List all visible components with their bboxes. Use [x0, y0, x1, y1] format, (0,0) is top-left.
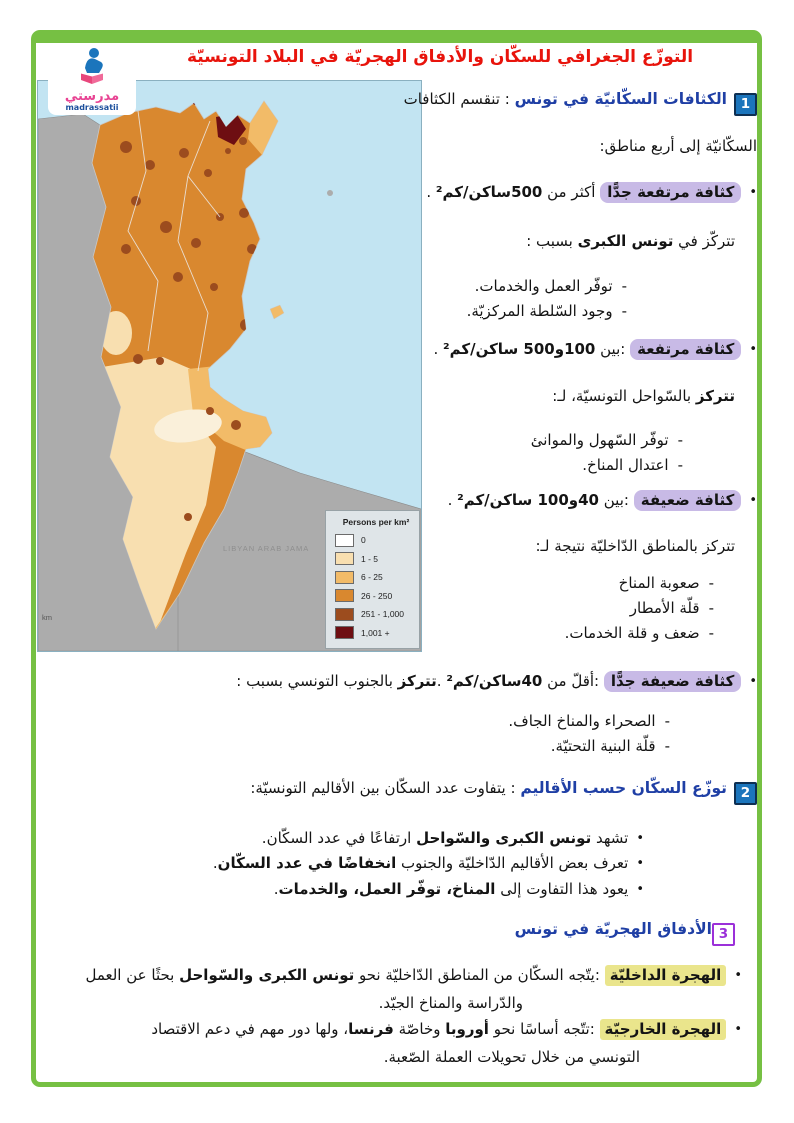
legend-swatch [335, 626, 354, 639]
migration-item-external-line2: التونسي من خلال تحويلات العملة الصّعبة. [383, 1048, 640, 1066]
dash-marker: - [708, 599, 714, 617]
section3-number-badge: 3 [712, 923, 735, 946]
legend-label: 26 - 250 [361, 590, 393, 601]
dash-marker: - [708, 624, 714, 642]
text-run: 40و100 ساكن/كم² [457, 491, 599, 509]
text-run: تتركز بالمناطق الدّاخليّة نتيجة لـ: [535, 537, 735, 555]
dash-marker: - [708, 574, 714, 592]
page-title: التوزّع الجغرافي للسكّان والأدفاق الهجريّة في البلاد التونسيّة [186, 47, 694, 67]
text-run: أوروبا [445, 1020, 489, 1038]
section1-number-badge: 1 [734, 93, 757, 116]
migration-item-external [151, 1020, 742, 1038]
neighbor-country-label: LIBYAN ARAB JAMA [223, 544, 310, 553]
text-run: فرنسا [348, 1020, 394, 1038]
legend-label: 1 - 5 [361, 553, 379, 564]
dash-marker: - [621, 277, 627, 295]
section1-intro-line2: السكّانيّة إلى أربع مناطق: [599, 137, 757, 155]
text-run: 500ساكن/كم² [435, 183, 543, 201]
logo-arabic-text: مدرستي [64, 89, 120, 104]
legend-row [335, 568, 419, 587]
legend-rows [335, 531, 419, 642]
region-item [213, 854, 644, 872]
migration-item-internal-line2: والدّراسة والمناخ الجيّد. [378, 994, 523, 1012]
text-run: كثافة ضعيفة جدًّا [604, 671, 741, 692]
dash-marker: - [621, 302, 627, 320]
map-legend [325, 510, 420, 649]
section1-title: الكثافات السكّانيّة في تونس [514, 90, 727, 108]
text-run: :يتّجه السكّان من المناطق الدّاخليّة نحو [354, 966, 605, 984]
text-run: . [436, 672, 447, 690]
text-run: تشهد [591, 829, 629, 847]
density-low-where [535, 537, 735, 555]
legend-title: Persons per km² [342, 517, 410, 527]
text-run: . [212, 854, 218, 872]
logo [48, 44, 136, 115]
text-run: بسبب : [526, 232, 578, 250]
sub-item: -وجود السّلطة المركزيّة. [466, 302, 627, 320]
legend-swatch [335, 534, 354, 547]
sub-item: -اعتدال المناخ. [582, 456, 683, 474]
legend-swatch [335, 608, 354, 621]
text-run: :أقلّ من [542, 672, 604, 690]
text-run: كثافة ضعيفة [634, 490, 742, 511]
bullet-marker: • [749, 185, 757, 200]
text-run: انخفاضًا في عدد السكّان [217, 854, 397, 872]
tunisia-density-map [37, 80, 422, 652]
section2-intro: : يتفاوت عدد السكّان بين الأقاليم التونسيّة: [250, 779, 521, 797]
density-high-where [552, 387, 735, 405]
text-run: المناخ، توفّر العمل، والخدمات [278, 880, 496, 898]
dash-marker: - [664, 737, 670, 755]
legend-swatch [335, 571, 354, 584]
text-run: . [273, 880, 279, 898]
text-run: ارتفاعًا في عدد السكّان. [261, 829, 417, 847]
text-run: 40ساكن/كم² [446, 672, 543, 690]
text-run: تتركز [695, 387, 735, 405]
bullet-marker: • [636, 856, 644, 871]
legend-row [335, 587, 419, 606]
migration-item-internal [85, 966, 742, 984]
text-run: . [433, 340, 444, 358]
section2-title: توزّع السكّان حسب الأقاليم [520, 779, 727, 797]
legend-swatch [335, 552, 354, 565]
bullet-marker: • [636, 831, 644, 846]
bullet-marker: • [749, 342, 757, 357]
density-very-high-where [526, 232, 735, 250]
text-run: تونس الكبرى والسّواحل [416, 829, 592, 847]
section3-heading [515, 920, 742, 946]
text-run: . [447, 491, 458, 509]
section3-title: الأدفاق الهجريّة في تونس [514, 920, 712, 938]
text-run: تونس الكبرى [577, 232, 674, 250]
legend-label: 0 [361, 535, 366, 546]
text-run: :بين [595, 340, 631, 358]
text-run: أكثر من [542, 183, 601, 201]
legend-row [335, 605, 419, 624]
bullet-marker: • [749, 674, 757, 689]
section2-number-badge: 2 [734, 782, 757, 805]
text-run: تتركز [397, 672, 437, 690]
text-run: تعرف بعض الأقاليم الدّاخليّة والجنوب [396, 854, 629, 872]
text-run: يعود هذا التفاوت إلى [495, 880, 629, 898]
sub-item: -توفّر العمل والخدمات. [474, 277, 627, 295]
legend-row [335, 624, 419, 643]
text-run: تونس الكبرى والسّواحل [179, 966, 355, 984]
text-run: . [426, 183, 436, 201]
sub-item: -الصحراء والمناخ الجاف. [508, 712, 670, 730]
legend-swatch [335, 589, 354, 602]
legend-label: 6 - 25 [361, 572, 383, 583]
section2-heading [250, 779, 757, 805]
density-item-high [434, 340, 758, 358]
text-run: 100و500 ساكن/كم² [443, 340, 596, 358]
scale-km-label: km [42, 613, 52, 622]
text-run: الهجرة الداخليّة [605, 965, 727, 986]
text-run: كثافة مرتفعة جدًّا [600, 182, 741, 203]
text-run: بالسّواحل التونسيّة، لـ: [552, 387, 696, 405]
density-item-very-low [236, 672, 757, 690]
logo-reader-icon [71, 46, 113, 86]
sub-item: -قلّة البنية التحتيّة. [550, 737, 670, 755]
sub-item: -توفّر السّهول والموانئ [530, 431, 683, 449]
sub-item: -ضعف و قلة الخدمات. [564, 624, 714, 642]
sub-item: -صعوبة المناخ [618, 574, 714, 592]
small-island [327, 190, 333, 196]
dash-marker: - [677, 431, 683, 449]
text-run: :بين [599, 491, 634, 509]
text-run: ، ولها دور مهم في دعم الاقتصاد [151, 1020, 349, 1038]
section1-heading [404, 90, 757, 116]
text-run: تتركّز في [673, 232, 735, 250]
legend-label: 251 - 1,000 [361, 609, 405, 620]
logo-latin-text: madrassatii [65, 103, 119, 112]
text-run: كثافة مرتفعة [630, 339, 741, 360]
bullet-marker: • [636, 882, 644, 897]
legend-label: 1,001 + [361, 627, 390, 638]
section1-intro: : تنقسم الكثافات [403, 90, 515, 108]
text-run: وخاصّة [393, 1020, 446, 1038]
legend-row [335, 550, 419, 569]
dash-marker: - [664, 712, 670, 730]
bullet-marker: • [749, 493, 757, 508]
text-run: :تتّجه أساسًا نحو [488, 1020, 600, 1038]
region-item [274, 880, 644, 898]
bullet-marker: • [734, 968, 742, 983]
bullet-marker: • [734, 1022, 742, 1037]
legend-row [335, 531, 419, 550]
text-run: بالجنوب التونسي بسبب : [236, 672, 398, 690]
sub-item: -قلّة الأمطار [629, 599, 714, 617]
density-item-low [448, 491, 757, 509]
density-item-very-high [426, 183, 757, 201]
text-run: بحثًا عن العمل [85, 966, 180, 984]
region-item [262, 829, 644, 847]
text-run: الهجرة الخارجيّة [600, 1019, 727, 1040]
dash-marker: - [677, 456, 683, 474]
